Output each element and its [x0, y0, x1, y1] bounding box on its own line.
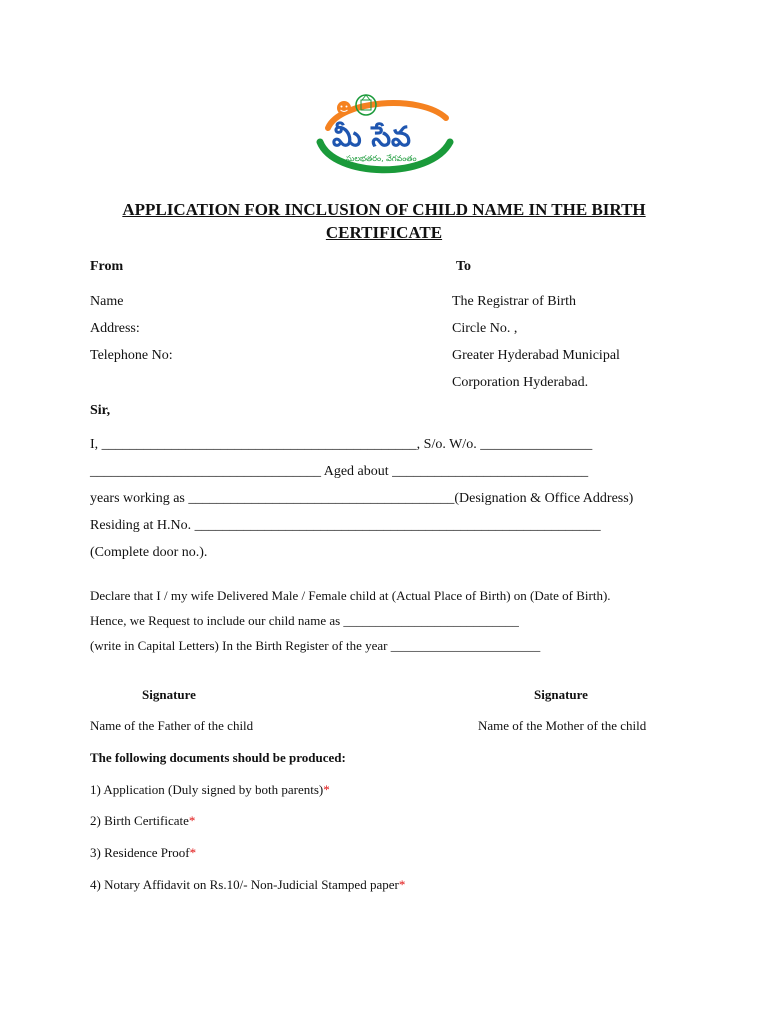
- declaration-line-2: Hence, we Request to include our child name as ___________________________: [90, 613, 519, 628]
- required-mark: *: [323, 782, 330, 797]
- declaration-line-3: (write in Capital Letters) In the Birth Register of the year _______________________: [90, 638, 541, 653]
- required-mark: *: [189, 845, 197, 860]
- to-line-4: Corporation Hyderabad.: [452, 375, 589, 390]
- mother-signature-label: Signature: [534, 687, 588, 702]
- meeseva-logo: [310, 92, 456, 176]
- document-item: [90, 877, 405, 893]
- logo-text: మీ సేవ: [332, 120, 411, 153]
- required-mark: *: [398, 877, 406, 892]
- body-line-1: I, _____________________________________________, S/o. W/o. ________________: [90, 437, 593, 452]
- document-title: [60, 198, 708, 244]
- document-item: [90, 845, 196, 861]
- salutation: Sir,: [90, 403, 111, 418]
- father-signature-label: Signature: [142, 687, 196, 702]
- body-line-2: _________________________________ Aged about ____________________________: [90, 464, 589, 479]
- father-name-label: Name of the Father of the child: [90, 718, 254, 733]
- to-line-2: Circle No. ,: [452, 321, 518, 336]
- from-address: Address:: [90, 321, 140, 336]
- title-line-1: APPLICATION FOR INCLUSION OF CHILD NAME IN THE BIRTH: [122, 200, 646, 219]
- declaration-line-1: Declare that I / my wife Delivered Male / Female child at (Actual Place of Birth) on (Date of Birth).: [90, 588, 611, 603]
- logo-tagline: సులభతరం, వేగవంతం: [346, 154, 417, 163]
- to-line-3: Greater Hyderabad Municipal: [452, 348, 620, 363]
- documents-heading: The following documents should be produced:: [90, 750, 346, 765]
- body-line-4: Residing at H.No. __________________________________________________________: [90, 518, 601, 533]
- from-telephone: Telephone No:: [90, 348, 173, 363]
- document-item: [90, 813, 195, 829]
- to-heading: To: [456, 259, 472, 274]
- mother-name-label: Name of the Mother of the child: [478, 718, 647, 733]
- from-name: Name: [90, 294, 124, 309]
- smiley-icon: [337, 101, 351, 115]
- required-mark: *: [188, 813, 196, 828]
- document-item-text: 1) Application (Duly signed by both parents): [90, 782, 324, 797]
- document-item-text: 2) Birth Certificate: [90, 813, 189, 828]
- document-item-text: 3) Residence Proof: [90, 845, 190, 860]
- document-item-text: 4) Notary Affidavit on Rs.10/- Non-Judicial Stamped paper: [90, 877, 399, 892]
- title-line-2: CERTIFICATE: [325, 223, 443, 242]
- body-line-5: (Complete door no.).: [90, 545, 208, 560]
- from-heading: From: [90, 259, 124, 274]
- to-line-1: The Registrar of Birth: [452, 294, 577, 309]
- document-item: [90, 782, 330, 798]
- body-line-3: years working as ______________________________________(Designation & Office Address): [90, 491, 634, 506]
